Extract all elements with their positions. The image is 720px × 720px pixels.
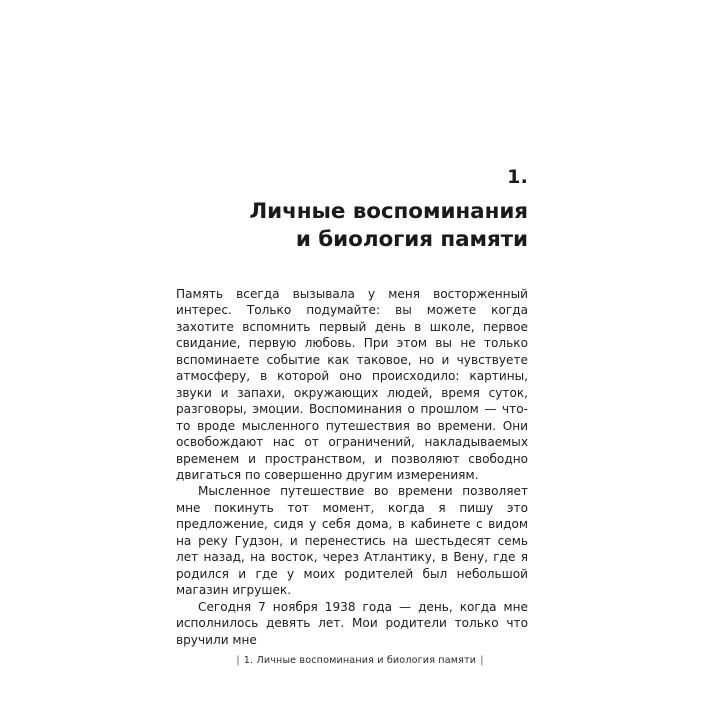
chapter-heading (176, 168, 528, 255)
paragraph-1: Память всегда вызывала у меня восторженный интерес. Только подумайте: вы можете когда захотите вспомнить первый день в школе, первое свидание, первую любовь. При этом вы не только вспоминаете событие как таковое, но и чувствуете атмосферу, в которой оно происходило: картины, звуки и запахи, окружающих людей, время суток, разговоры, эмоции. Воспоминания о прошлом — что-то вроде мысленного путешествия во времени. Они освобождают нас от ограничений, накладываемых временем и пространством, и позволяют свободно двигаться по совершенно другим измерениям. (176, 287, 528, 482)
body-text (176, 286, 528, 648)
chapter-number: 1. (507, 166, 528, 188)
page-footer (0, 655, 720, 666)
paragraph-3: Сегодня 7 ноября 1938 года — день, когда мне исполнилось девять лет. Мои родители только что вручили мне (176, 599, 528, 647)
footer-right-rule: | (480, 655, 484, 666)
chapter-title-line-2: и биология памяти (295, 227, 528, 253)
chapter-title-line-1: Личные воспоминания (249, 199, 528, 224)
paragraph-2: Мысленное путешествие во времени позволяет мне покинуть тот момент, когда я пишу это предложение, сидя у себя дома, в кабинете с видом на реку Гудзон, и перенестись на шестьдесят семь лет назад, на восток, через Атлантику, в Вену, где я родился и где у моих родителей был небольшой магазин игрушек. (176, 484, 528, 598)
footer-running-head: 1. Личные воспоминания и биология памяти (243, 655, 477, 666)
chapter-title (176, 198, 528, 255)
footer-left-rule: | (236, 655, 240, 666)
